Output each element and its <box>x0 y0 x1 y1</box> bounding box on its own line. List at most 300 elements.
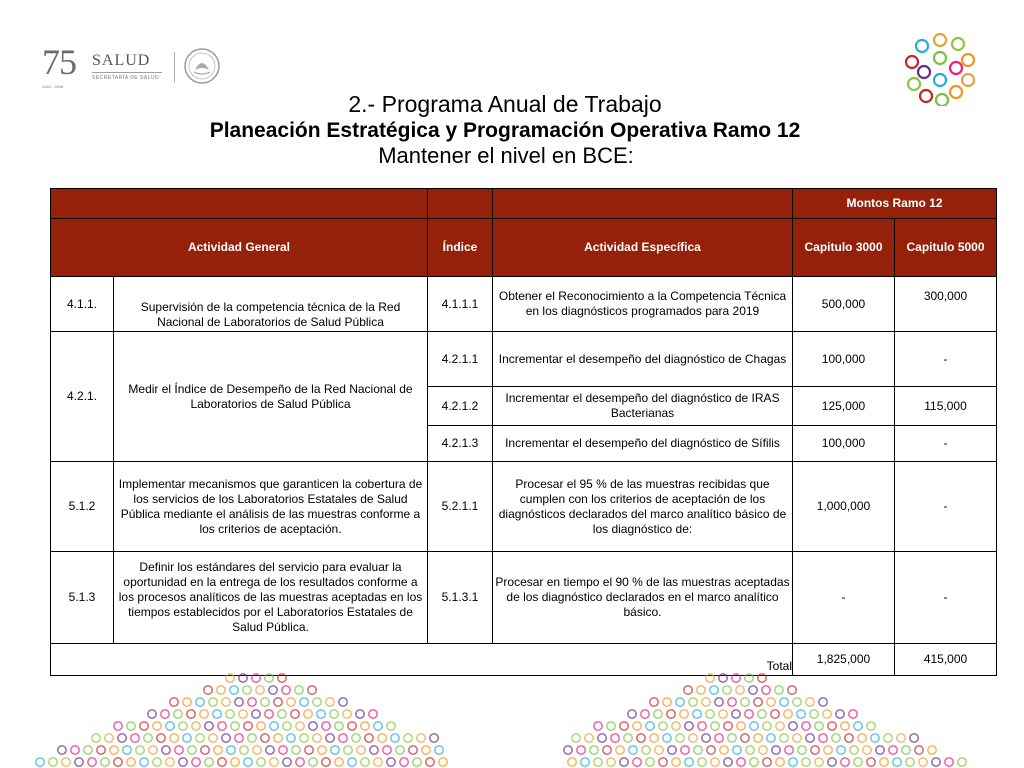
pattern-dot <box>361 722 369 730</box>
pattern-dot <box>684 686 692 694</box>
pattern-dot <box>179 722 187 730</box>
pattern-dot <box>422 746 430 754</box>
pattern-dot <box>153 758 161 766</box>
pattern-dot <box>672 722 680 730</box>
pattern-dot <box>711 722 719 730</box>
pattern-dot <box>668 746 676 754</box>
pattern-dot <box>283 758 291 766</box>
pattern-dot <box>435 746 443 754</box>
pattern-dot <box>789 758 797 766</box>
pattern-dot <box>689 698 697 706</box>
anniversary-years: 1943 - 2018 <box>42 84 64 89</box>
pattern-dot <box>387 758 395 766</box>
pattern-dot <box>616 746 624 754</box>
pattern-dot <box>131 734 139 742</box>
pattern-dot <box>815 722 823 730</box>
activity-number: 4.1.1. <box>51 277 114 332</box>
pattern-dot <box>663 698 671 706</box>
pattern-dot <box>248 698 256 706</box>
pattern-dot <box>867 722 875 730</box>
pattern-dot <box>49 758 57 766</box>
pattern-dot <box>603 746 611 754</box>
pattern-dot <box>217 686 225 694</box>
pattern-dot <box>763 722 771 730</box>
pattern-dot <box>383 746 391 754</box>
pattern-dot <box>715 698 723 706</box>
pattern-dot <box>75 758 83 766</box>
pattern-dot <box>305 746 313 754</box>
col-header-indice: Índice <box>428 219 493 277</box>
col-header-capitulo-5000: Capitulo 5000 <box>895 219 997 277</box>
pattern-dot <box>832 734 840 742</box>
pattern-dot <box>227 746 235 754</box>
col-header-actividad-general: Actividad General <box>51 219 428 277</box>
pattern-dot <box>836 710 844 718</box>
pattern-dot <box>175 746 183 754</box>
pattern-dot <box>754 698 762 706</box>
pattern-dot <box>244 758 252 766</box>
pattern-dot <box>902 746 910 754</box>
pattern-dot <box>252 710 260 718</box>
pattern-dot <box>802 722 810 730</box>
pattern-dot <box>244 722 252 730</box>
pattern-dot <box>858 734 866 742</box>
title-block <box>0 91 1024 169</box>
general-activity: Implementar mecanismos que garanticen la cobertura de los servicios de los Laboratorios Estatales de Salud Pública mediante el análisis de las muestras conforme a los criterios de aceptación. <box>114 462 428 552</box>
index-cell: 4.2.1.3 <box>428 426 493 462</box>
pattern-dot <box>806 734 814 742</box>
pattern-dot <box>283 722 291 730</box>
pattern-dot <box>348 722 356 730</box>
pattern-dot <box>758 674 766 682</box>
pattern-dot <box>222 734 230 742</box>
pattern-dot <box>884 734 892 742</box>
index-cell: 5.2.1.1 <box>428 462 493 552</box>
pattern-dot <box>776 722 784 730</box>
pattern-dot <box>253 746 261 754</box>
ring-mark <box>962 74 974 86</box>
pattern-dot <box>681 746 689 754</box>
pattern-dot <box>344 746 352 754</box>
pattern-dot <box>309 722 317 730</box>
specific-activity: Procesar en tiempo el 90 % de las muestras aceptadas de los diagnóstico declarados en el marco analítico básico. <box>493 552 793 644</box>
pattern-dot <box>148 710 156 718</box>
pattern-dot <box>365 734 373 742</box>
pattern-dot <box>702 698 710 706</box>
pattern-dot <box>261 734 269 742</box>
index-cell: 5.1.3.1 <box>428 552 493 644</box>
pattern-dot <box>797 710 805 718</box>
pattern-dot <box>771 710 779 718</box>
pattern-dot <box>174 710 182 718</box>
activity-number: 4.2.1. <box>51 332 114 462</box>
pattern-dot <box>780 698 788 706</box>
pattern-dot <box>767 698 775 706</box>
pattern-dot <box>239 710 247 718</box>
pattern-dot <box>685 722 693 730</box>
pattern-dot <box>806 698 814 706</box>
page-subtitle: Planeación Estratégica y Programación Operativa Ramo 12 <box>209 119 801 142</box>
index-cell: 4.1.1.1 <box>428 277 493 332</box>
pattern-dot <box>780 734 788 742</box>
ring-mark <box>916 40 928 52</box>
activity-number: 5.1.3 <box>51 552 114 644</box>
pattern-dot <box>136 746 144 754</box>
header-blank-cell <box>428 189 493 219</box>
pattern-dot <box>798 746 806 754</box>
capitulo-5000-value: - <box>895 552 997 644</box>
pattern-dot <box>274 734 282 742</box>
pattern-dot <box>209 698 217 706</box>
pattern-dot <box>278 710 286 718</box>
ring-mark <box>952 38 964 50</box>
pattern-dot <box>958 758 966 766</box>
pattern-dot <box>789 722 797 730</box>
pattern-dot <box>256 686 264 694</box>
pattern-dot <box>357 746 365 754</box>
pattern-dot <box>785 746 793 754</box>
header-blank-cell <box>51 189 428 219</box>
pattern-dot <box>723 686 731 694</box>
pattern-dot <box>257 722 265 730</box>
pattern-dot <box>213 710 221 718</box>
capitulo-3000-value: 100,000 <box>793 426 895 462</box>
pattern-dot <box>105 734 113 742</box>
pattern-dot <box>568 758 576 766</box>
pattern-dot <box>594 722 602 730</box>
pattern-dot <box>646 758 654 766</box>
pattern-dot <box>36 758 44 766</box>
pattern-dot <box>611 734 619 742</box>
pattern-dot <box>396 746 404 754</box>
specific-activity: Obtener el Reconocimiento a la Competencia Técnica en los diagnósticos programados para 2019 <box>493 277 793 332</box>
pattern-dot <box>749 686 757 694</box>
pattern-dot <box>269 686 277 694</box>
pattern-dot <box>772 746 780 754</box>
general-activity: Definir los estándares del servicio para evaluar la oportunidad en la entrega de los resultados conforme a los procesos analíticos de las muestras aceptadas en los tiempos establecidos por el Laboratorios Estatales de Salud Pública. <box>114 552 428 644</box>
anniversary-number: 75 <box>42 42 76 82</box>
pattern-dot <box>724 758 732 766</box>
pattern-dot <box>296 758 304 766</box>
pattern-dot <box>594 758 602 766</box>
pattern-dot <box>84 746 92 754</box>
pattern-dot <box>183 734 191 742</box>
pattern-dot <box>689 734 697 742</box>
pattern-dot <box>672 758 680 766</box>
pattern-dot <box>607 722 615 730</box>
pattern-dot <box>188 746 196 754</box>
montos-header: Montos Ramo 12 <box>793 189 997 219</box>
pattern-dot <box>235 698 243 706</box>
pattern-dot <box>240 746 248 754</box>
activity-number: 5.1.2 <box>51 462 114 552</box>
ring-mark <box>950 62 962 74</box>
pattern-dot <box>97 746 105 754</box>
pattern-dot <box>698 758 706 766</box>
capitulo-5000-value: - <box>895 332 997 387</box>
pattern-dot <box>214 746 222 754</box>
pattern-dot <box>620 722 628 730</box>
pattern-dot <box>387 722 395 730</box>
pattern-dot <box>374 758 382 766</box>
pattern-dot <box>127 722 135 730</box>
pattern-dot <box>282 686 290 694</box>
pattern-dot <box>741 734 749 742</box>
pattern-dot <box>222 698 230 706</box>
pattern-dot <box>339 734 347 742</box>
pattern-dot <box>265 710 273 718</box>
pattern-dot <box>854 758 862 766</box>
specific-activity: Procesar el 95 % de las muestras recibidas que cumplen con los criterios de aceptación de los diagnósticos declarados del marco analítico básico de los diagnóstico de: <box>493 462 793 552</box>
ministry-sub: SECRETARÍA DE SALUD <box>92 75 160 81</box>
pattern-dot <box>287 734 295 742</box>
pattern-dot <box>187 710 195 718</box>
pattern-dot <box>663 734 671 742</box>
pattern-dot <box>183 698 191 706</box>
pattern-dot <box>637 734 645 742</box>
pattern-dot <box>680 710 688 718</box>
pattern-dot <box>326 698 334 706</box>
pattern-dot <box>279 746 287 754</box>
activities-table <box>50 188 997 676</box>
capitulo-5000-value: 300,000 <box>895 277 997 332</box>
pattern-dot <box>707 746 715 754</box>
pattern-dot <box>252 674 260 682</box>
capitulo-5000-value: - <box>895 462 997 552</box>
pattern-dot <box>676 734 684 742</box>
pattern-dot <box>274 698 282 706</box>
pattern-dot <box>343 710 351 718</box>
pattern-dot <box>166 722 174 730</box>
pattern-dot <box>309 758 317 766</box>
pattern-dot <box>802 758 810 766</box>
pattern-dot <box>641 710 649 718</box>
pattern-dot <box>287 698 295 706</box>
table-row <box>51 332 997 387</box>
pattern-dot <box>330 710 338 718</box>
capitulo-3000-value: - <box>793 552 895 644</box>
pattern-dot <box>654 710 662 718</box>
specific-activity: Incrementar el desempeño del diagnóstico de Chagas <box>493 332 793 387</box>
capitulo-5000-value: 115,000 <box>895 387 997 426</box>
pattern-dot <box>261 698 269 706</box>
pattern-dot <box>439 758 447 766</box>
pattern-dot <box>352 734 360 742</box>
pattern-dot <box>906 758 914 766</box>
pattern-dot <box>685 758 693 766</box>
index-cell: 4.2.1.1 <box>428 332 493 387</box>
pattern-dot <box>149 746 157 754</box>
header-blank-cell <box>493 189 793 219</box>
salud-logo <box>92 52 162 81</box>
pattern-dot <box>370 746 378 754</box>
pattern-dot <box>209 734 217 742</box>
pattern-dot <box>170 734 178 742</box>
pattern-dot <box>841 722 849 730</box>
pattern-dot <box>867 758 875 766</box>
pattern-dot <box>581 758 589 766</box>
ring-mark <box>934 74 946 86</box>
pattern-dot <box>101 758 109 766</box>
total-capitulo-5000: 415,000 <box>895 644 997 676</box>
pattern-dot <box>226 674 234 682</box>
pattern-dot <box>815 758 823 766</box>
pattern-dot <box>201 746 209 754</box>
pattern-dot <box>715 734 723 742</box>
capitulo-5000-value: - <box>895 426 997 462</box>
pattern-dot <box>585 734 593 742</box>
pattern-dot <box>200 710 208 718</box>
general-activity: Medir el Índice de Desempeño de la Red Nacional de Laboratorios de Salud Pública <box>114 332 428 462</box>
pattern-dot <box>218 758 226 766</box>
pattern-dot <box>763 758 771 766</box>
pattern-dot <box>945 758 953 766</box>
pattern-dot <box>880 758 888 766</box>
pattern-dot <box>577 746 585 754</box>
pattern-dot <box>650 698 658 706</box>
pattern-dot <box>754 734 762 742</box>
pattern-dot <box>243 686 251 694</box>
pattern-dot <box>655 746 663 754</box>
pattern-dot <box>915 746 923 754</box>
pattern-dot <box>413 758 421 766</box>
pattern-dot <box>218 722 226 730</box>
pattern-dot <box>854 722 862 730</box>
mexican-seal-icon <box>182 46 222 86</box>
pattern-dot <box>192 722 200 730</box>
pattern-dot <box>292 746 300 754</box>
pattern-dot <box>300 734 308 742</box>
col-header-actividad-especifica: Actividad Específica <box>493 219 793 277</box>
pattern-dot <box>92 734 100 742</box>
decorative-dot-pattern <box>560 672 1000 768</box>
pattern-dot <box>58 746 66 754</box>
pattern-dot <box>374 722 382 730</box>
section-heading: Mantener el nivel en BCE: <box>378 143 634 168</box>
capitulo-3000-value: 100,000 <box>793 332 895 387</box>
pattern-dot <box>702 734 710 742</box>
pattern-dot <box>633 722 641 730</box>
pattern-dot <box>248 734 256 742</box>
pattern-dot <box>144 734 152 742</box>
pattern-dot <box>737 758 745 766</box>
pattern-dot <box>231 758 239 766</box>
pattern-dot <box>823 710 831 718</box>
pattern-dot <box>335 722 343 730</box>
pattern-dot <box>642 746 650 754</box>
pattern-dot <box>732 674 740 682</box>
pattern-dot <box>62 758 70 766</box>
pattern-dot <box>932 758 940 766</box>
pattern-dot <box>828 722 836 730</box>
pattern-dot <box>810 710 818 718</box>
pattern-dot <box>628 710 636 718</box>
pattern-dot <box>590 746 598 754</box>
pattern-dot <box>335 758 343 766</box>
pattern-dot <box>239 674 247 682</box>
pattern-dot <box>758 710 766 718</box>
table-row <box>51 462 997 552</box>
pattern-dot <box>318 746 326 754</box>
pattern-dot <box>235 734 243 742</box>
pattern-dot <box>157 734 165 742</box>
logo-divider <box>174 52 175 82</box>
pattern-dot <box>863 746 871 754</box>
pattern-dot <box>750 758 758 766</box>
pattern-dot <box>205 758 213 766</box>
pattern-dot <box>724 722 732 730</box>
pattern-dot <box>633 758 641 766</box>
general-activity: Supervisión de la competencia técnica de la Red Nacional de Laboratorios de Salud Pública <box>114 277 428 332</box>
total-row <box>51 644 997 676</box>
pattern-dot <box>706 674 714 682</box>
capitulo-3000-value: 1,000,000 <box>793 462 895 552</box>
pattern-dot <box>745 674 753 682</box>
index-cell: 4.2.1.2 <box>428 387 493 426</box>
pattern-dot <box>676 698 684 706</box>
pattern-dot <box>296 722 304 730</box>
pattern-dot <box>127 758 135 766</box>
pattern-dot <box>745 710 753 718</box>
pattern-dot <box>291 710 299 718</box>
pattern-dot <box>841 758 849 766</box>
pattern-dot <box>811 746 819 754</box>
pattern-dot <box>153 722 161 730</box>
pattern-dot <box>607 758 615 766</box>
pattern-dot <box>348 758 356 766</box>
pattern-dot <box>719 674 727 682</box>
pattern-dot <box>741 698 749 706</box>
pattern-dot <box>732 710 740 718</box>
pattern-dot <box>88 758 96 766</box>
pattern-dot <box>910 734 918 742</box>
pattern-dot <box>369 710 377 718</box>
ring-mark <box>934 34 946 46</box>
pattern-dot <box>404 734 412 742</box>
total-label: Total <box>51 644 793 676</box>
pattern-dot <box>266 746 274 754</box>
pattern-dot <box>166 758 174 766</box>
pattern-dot <box>140 722 148 730</box>
pattern-dot <box>356 710 364 718</box>
pattern-dot <box>759 746 767 754</box>
pattern-dot <box>179 758 187 766</box>
col-header-capitulo-3000: Capitulo 3000 <box>793 219 895 277</box>
pattern-dot <box>710 686 718 694</box>
pattern-dot <box>339 698 347 706</box>
pattern-dot <box>845 734 853 742</box>
pattern-dot <box>624 734 632 742</box>
pattern-dot <box>659 722 667 730</box>
pattern-dot <box>110 746 118 754</box>
pattern-dot <box>270 722 278 730</box>
pattern-dot <box>889 746 897 754</box>
pattern-dot <box>697 686 705 694</box>
pattern-dot <box>620 758 628 766</box>
decorative-dot-pattern <box>30 672 450 768</box>
specific-activity: Incrementar el desempeño del diagnóstico de IRAS Bacterianas <box>493 387 793 426</box>
pattern-dot <box>793 698 801 706</box>
pattern-dot <box>719 710 727 718</box>
pattern-dot <box>313 698 321 706</box>
pattern-dot <box>598 734 606 742</box>
pattern-dot <box>893 758 901 766</box>
table-row <box>51 277 997 332</box>
pattern-dot <box>646 722 654 730</box>
pattern-dot <box>650 734 658 742</box>
capitulo-3000-value: 500,000 <box>793 277 895 332</box>
pattern-dot <box>919 758 927 766</box>
